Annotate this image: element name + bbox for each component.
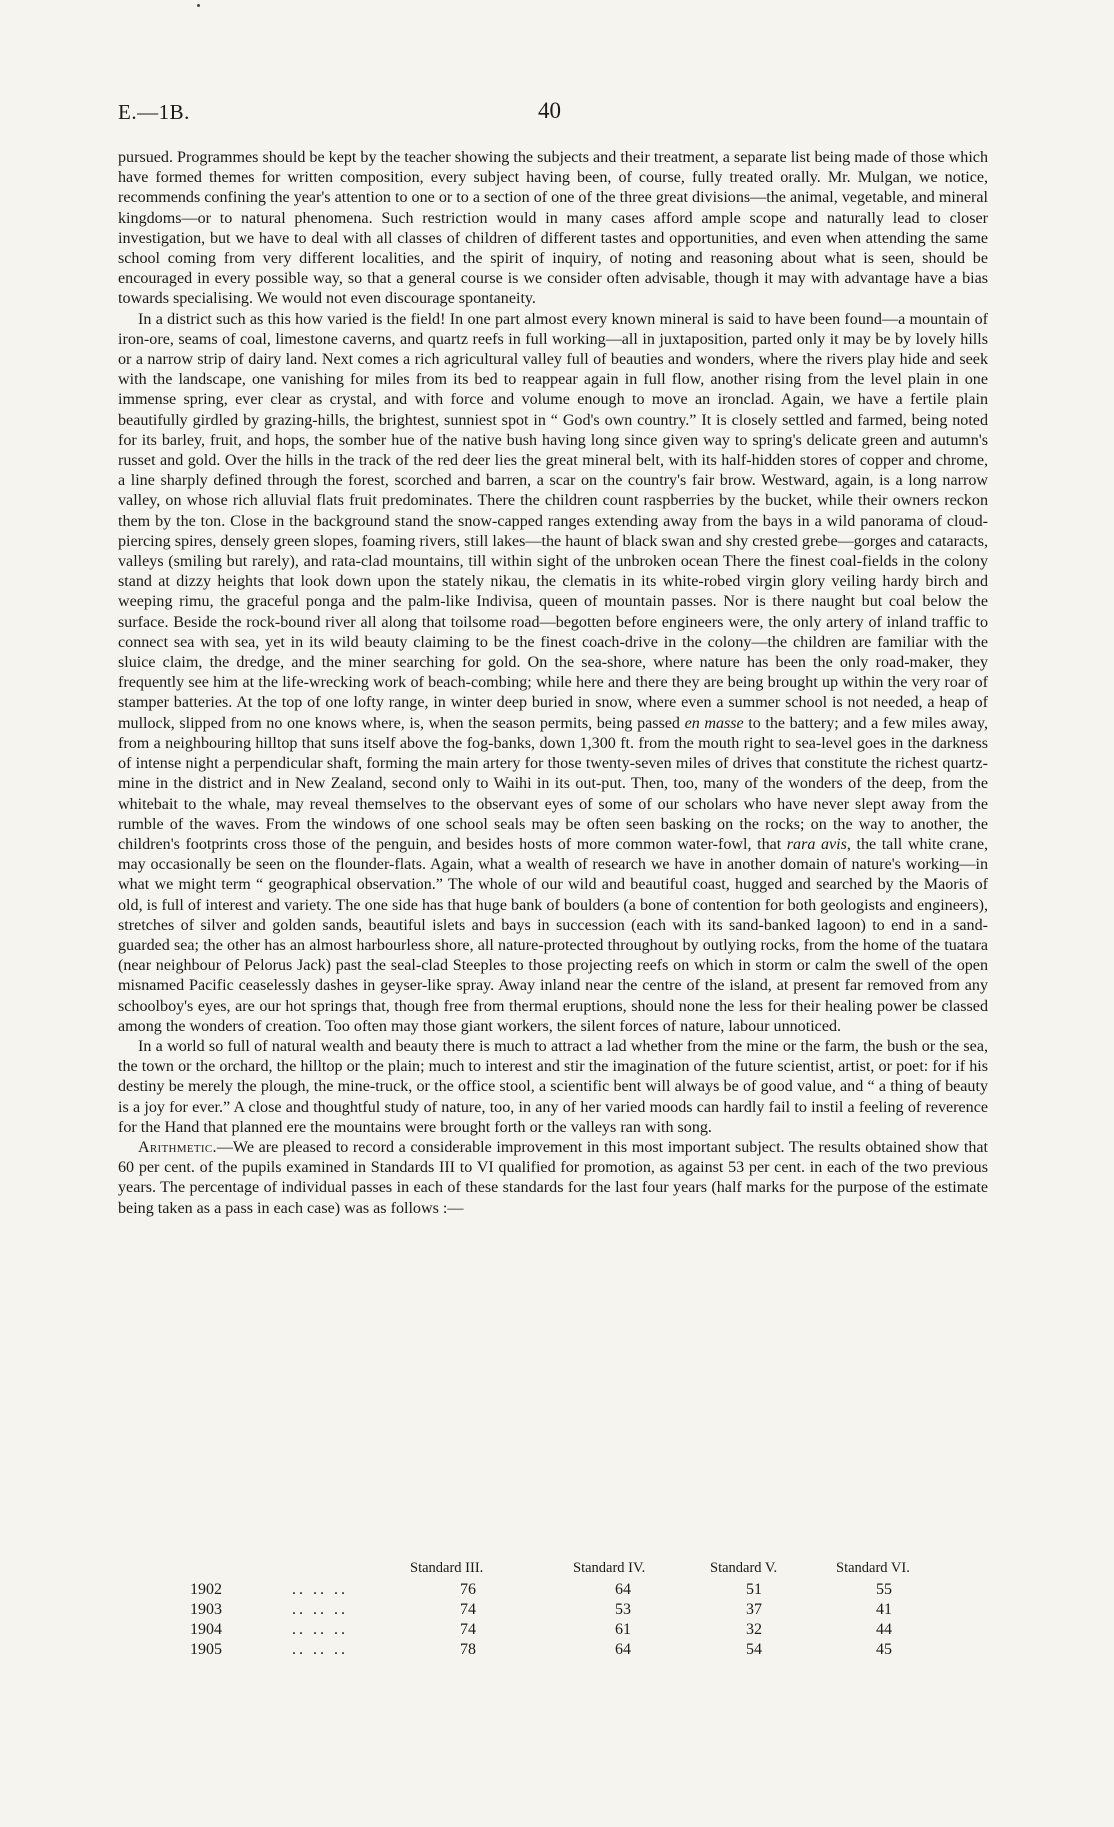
column-header: Standard IV. [573, 1560, 646, 1576]
italic-phrase: en masse [684, 714, 744, 732]
value-cell: 74 [460, 1621, 476, 1638]
value-cell: 44 [876, 1621, 892, 1638]
value-cell: 64 [615, 1641, 631, 1658]
value-cell: 32 [746, 1621, 762, 1638]
leader-dots: .. .. .. [292, 1621, 348, 1638]
year-cell: 1903 [190, 1601, 222, 1618]
paragraph: pursued. Programmes should be kept by the teacher showing the subjects and their treatment, a separate list being made of those which have formed themes for written composition, every subject having been, of course, fully treated orally. Mr. Mulgan, we notice, recommends confining the year's attention to one or to a section of one of the three great divisions—the animal, vegetable, and mineral kingdoms—or to natural phenomena. Such restriction would in many cases afford ample scope and naturally lead to closer investigation, but we have to deal with all classes of children of different tastes and opportunities, and even when attending the same school coming from very different localities, and the spirit of inquiry, of noting and reasoning about what is seen, should be encouraged in every possible way, so that a general course is we consider often advisable, though it may with advantage have a bias towards specialising. We would not even discourage spontaneity. [118, 149, 988, 308]
section-heading: Arithmetic. [138, 1138, 217, 1156]
table-header-row [118, 1560, 988, 1581]
column-header: Standard VI. [836, 1560, 910, 1576]
value-cell: 37 [746, 1601, 762, 1618]
paragraph-text: to the battery; and a few miles away, from a neighbouring hilltop that suns itself above the fog-banks, down 1,300 ft. from the mouth right to sea-level goes in the darkness of intense night a perpendicular shaft, forming the main artery for those twenty-seven miles of drives that constitute the richest quartz-mine in the district and in New Zealand, second only to Waihi in its out-put. Then, too, many of the wonders of the deep, from the whitebait to the whale, may reveal themselves to the observant eyes of some of our scholars who have never slept away from the rumble of the waves. From the windows of one school seals may be often seen basking on the rocks; on the way to another, the children's footprints cross those of the penguin, and besides hosts of more common water-fowl, that [118, 714, 988, 853]
value-cell: 64 [615, 1581, 631, 1598]
page-header [118, 100, 988, 130]
table-row [118, 1621, 988, 1641]
paragraph: In a world so full of natural wealth and beauty there is much to attract a lad whether from the mine or the farm, the bush or the sea, the town or the orchard, the hilltop or the plain; much to interest and stir the imagination of the future scientist, artist, or poet: for if his destiny be merely the plough, the mine-truck, or the office stool, a scientific bent will always be of good value, and “ a thing of beauty is a joy for ever.” A close and thoughtful study of nature, too, in any of her varied moods can hardly fail to instil a feeling of reverence for the Hand that planned ere the mountains were brought forth or the valleys ran with song. [118, 1037, 988, 1136]
paragraph-text: , the tall white crane, may occasionally be seen on the flounder-flats. Again, what a wealth of research we have in another domain of nature's working—in what we might term “ geographical observation.” The whole of our wild and beautiful coast, hugged and searched by the Maoris of old, is full of interest and variety. The one side has that huge bank of boulders (a bone of contention for both geologists and engineers), stretches of silver and golden sands, beautiful islets and bays in succession (each with its sand-banked lagoon) to end in a sand-guarded sea; the other has an almost harbourless shore, all nature-protected throughout by outlying rocks, from the home of the tuatara (near neighbour of Pelorus Jack) past the seal-clad Steeples to those projecting reefs on which in storm or calm the swell of the open misnamed Pacific ceaselessly dashes in geyser-like spray. Away inland near the centre of the island, at present far removed from any schoolboy's eyes, are our hot springs that, though free from thermal eruptions, should none the less for their healing power be classed among the wonders of creation. Too often may those giant workers, the silent forces of nature, labour unnoticed. [118, 835, 989, 1035]
year-cell: 1904 [190, 1621, 222, 1638]
page-number: 40 [538, 98, 561, 123]
value-cell: 74 [460, 1601, 476, 1618]
value-cell: 78 [460, 1641, 476, 1658]
leader-dots: .. .. .. [292, 1601, 348, 1618]
value-cell: 41 [876, 1601, 892, 1618]
paragraph [118, 1138, 988, 1219]
leader-dots: .. .. .. [292, 1581, 348, 1598]
value-cell: 55 [876, 1581, 892, 1598]
column-header: Standard III. [410, 1560, 484, 1576]
column-header: Standard V. [710, 1560, 778, 1576]
leader-dots: .. .. .. [292, 1641, 348, 1658]
value-cell: 54 [746, 1641, 762, 1658]
table-row [118, 1601, 988, 1621]
value-cell: 51 [746, 1581, 762, 1598]
pass-percentage-table [118, 1560, 988, 1661]
value-cell: 53 [615, 1601, 631, 1618]
scan-speck [197, 4, 200, 7]
paragraph-text: In a district such as this how varied is the field! In one part almost every known mineral is said to have been found—a mountain of iron-ore, seams of coal, limestone caverns, and quartz reefs in full working—all in juxtaposition, parted only it may be by lovely hills or a narrow strip of dairy land. Next comes a rich agricultural valley full of beauties and wonders, where the rivers play hide and seek with the landscape, one vanishing for miles from its bed to reappear again in full flow, another rising from the level plain in one immense spring, ever clear as crystal, and with force and volume enough to move an ironclad. Again, we have a fertile plain beautifully girdled by grazing-hills, the brightest, sunniest spot in “ God's own country.” It is closely settled and farmed, being noted for its barley, fruit, and hops, the somber hue of the native bush having long since given way to spring's delicate green and autumn's russet and gold. Over the hills in the track of the red deer lies the great mineral belt, with its half-hidden stores of copper and chrome, a line sharply defined through the forest, scorched and barren, a scar on the country's fair brow. Westward, again, is a long narrow valley, on whose rich alluvial flats fruit predominates. There the children count raspberries by the bucket, while their owners reckon them by the ton. Close in the background stand the snow-capped ranges extending away from the bays in a wild panorama of cloud-piercing spires, densely green slopes, foaming rivers, still lakes—the haunt of black swan and shy crested grebe—gorges and cataracts, valleys (smiling but rarely), and rata-clad mountains, till within sight of the unbroken ocean There the finest coal-fields in the colony stand at dizzy heights that look down upon the stately nikau, the clematis in its white-robed virgin glory veiling hardy birch and weeping rimu, the graceful ponga and the palm-like Indivisa, queen of mountain passes. Nor is there naught but coal below the surface. Beside the rock-bound river all along that toilsome road—begotten before engineers were, the only artery of inland traffic to connect sea with sea, yet in its wild beauty claiming to be the finest coach-drive in the colony—the children are familiar with the sluice claim, the dredge, and the miner searching for gold. On the sea-shore, where nature has been the only road-maker, they frequently see him at the life-wrecking work of beach-combing; while here and there they are being brought up within the very roar of stamper batteries. At the top of one lofty range, in winter deep buried in snow, where even a summer school is not needed, a heap of mullock, slipped from no one knows where, is, when the season permits, being passed [118, 310, 988, 732]
paragraph-text: —We are pleased to record a considerable improvement in this most important subject. The results obtained show that 60 per cent. of the pupils examined in Standards III to VI qualified for promotion, as against 53 per cent. in each of the two previous years. The percentage of individual passes in each of these standards for the last four years (half marks for the purpose of the estimate being taken as a pass in each case) was as follows :— [118, 1138, 988, 1217]
year-cell: 1905 [190, 1641, 222, 1658]
body-text [118, 148, 988, 1219]
value-cell: 61 [615, 1621, 631, 1638]
value-cell: 45 [876, 1641, 892, 1658]
table-row [118, 1641, 988, 1661]
table-row [118, 1581, 988, 1601]
italic-phrase: rara avis [786, 835, 847, 853]
paragraph [118, 310, 988, 1037]
value-cell: 76 [460, 1581, 476, 1598]
document-reference: E.—1B. [118, 100, 190, 124]
year-cell: 1902 [190, 1581, 222, 1598]
